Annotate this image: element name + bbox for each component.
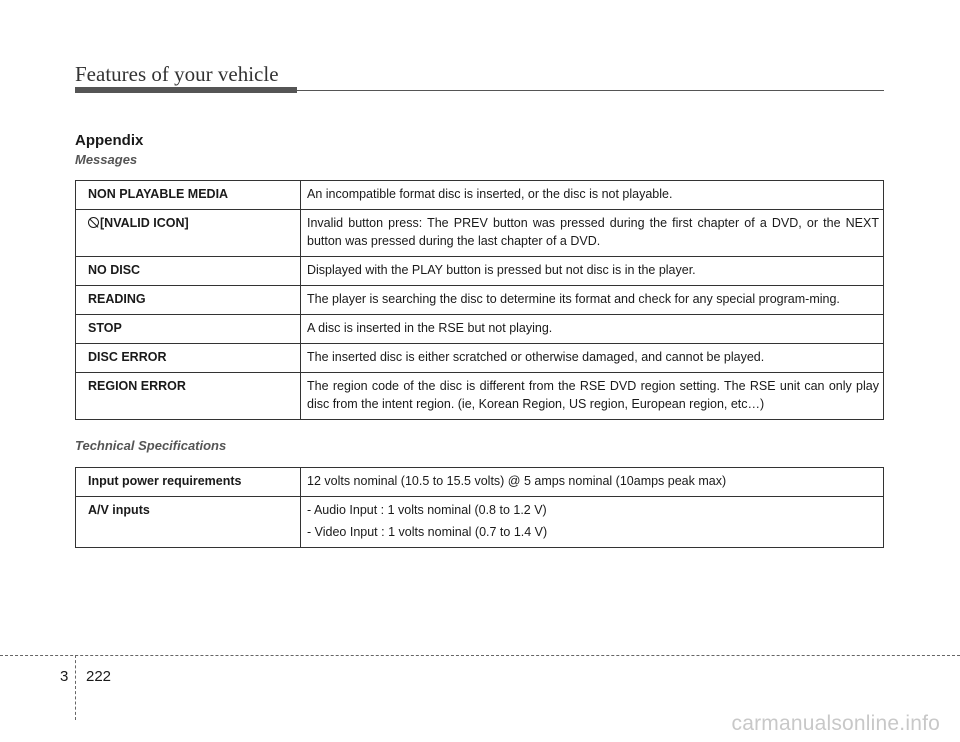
header-rule [75, 90, 884, 91]
tech-specs-table [75, 467, 884, 548]
spec-key: Input power requirements [76, 468, 301, 497]
spec-value-line: - Audio Input : 1 volts nominal (0.8 to 1.2 V) [307, 503, 547, 517]
prohibited-icon [88, 217, 99, 228]
message-desc: Displayed with the PLAY button is pressed but not disc is in the player. [301, 257, 884, 286]
message-desc: The inserted disc is either scratched or otherwise damaged, and cannot be played. [301, 344, 884, 373]
messages-subtitle: Messages [75, 152, 138, 167]
messages-table [75, 180, 884, 420]
spec-value [301, 497, 884, 548]
message-key: DISC ERROR [76, 344, 301, 373]
tech-specs-subtitle: Technical Specifications [75, 438, 227, 453]
message-key: NO DISC [76, 257, 301, 286]
page-number: 222 [86, 668, 112, 685]
page-header-title: Features of your vehicle [75, 62, 279, 86]
table-row [76, 181, 884, 210]
message-key-label: [NVALID ICON] [100, 216, 189, 230]
footer-rule [0, 655, 960, 656]
table-row [76, 257, 884, 286]
spec-value: 12 volts nominal (10.5 to 15.5 volts) @ 5 amps nominal (10amps peak max) [301, 468, 884, 497]
chapter-number: 3 [60, 668, 69, 685]
section-title: Appendix [75, 132, 144, 149]
message-key [76, 210, 301, 257]
spec-key: A/V inputs [76, 497, 301, 548]
table-row [76, 468, 884, 497]
message-key: REGION ERROR [76, 373, 301, 420]
table-row [76, 497, 884, 548]
message-desc: Invalid button press: The PREV button was pressed during the first chapter of a DVD, or the NEXT button was pressed during the last chapter of a DVD. [301, 210, 884, 257]
footer-divider [75, 655, 76, 720]
message-desc: An incompatible format disc is inserted, or the disc is not playable. [301, 181, 884, 210]
spec-value-line: - Video Input : 1 volts nominal (0.7 to 1.4 V) [307, 525, 548, 539]
table-row [76, 344, 884, 373]
message-key: STOP [76, 315, 301, 344]
table-row [76, 210, 884, 257]
message-desc: A disc is inserted in the RSE but not playing. [301, 315, 884, 344]
watermark: carmanualsonline.info [731, 712, 940, 735]
message-key: NON PLAYABLE MEDIA [76, 181, 301, 210]
table-row [76, 373, 884, 420]
message-desc: The player is searching the disc to determine its format and check for any special program-ming. [301, 286, 884, 315]
message-desc: The region code of the disc is different from the RSE DVD region setting. The RSE unit can only play disc from the intent region. (ie, Korean Region, US region, European region, etc…) [301, 373, 884, 420]
table-row [76, 286, 884, 315]
table-row [76, 315, 884, 344]
message-key: READING [76, 286, 301, 315]
